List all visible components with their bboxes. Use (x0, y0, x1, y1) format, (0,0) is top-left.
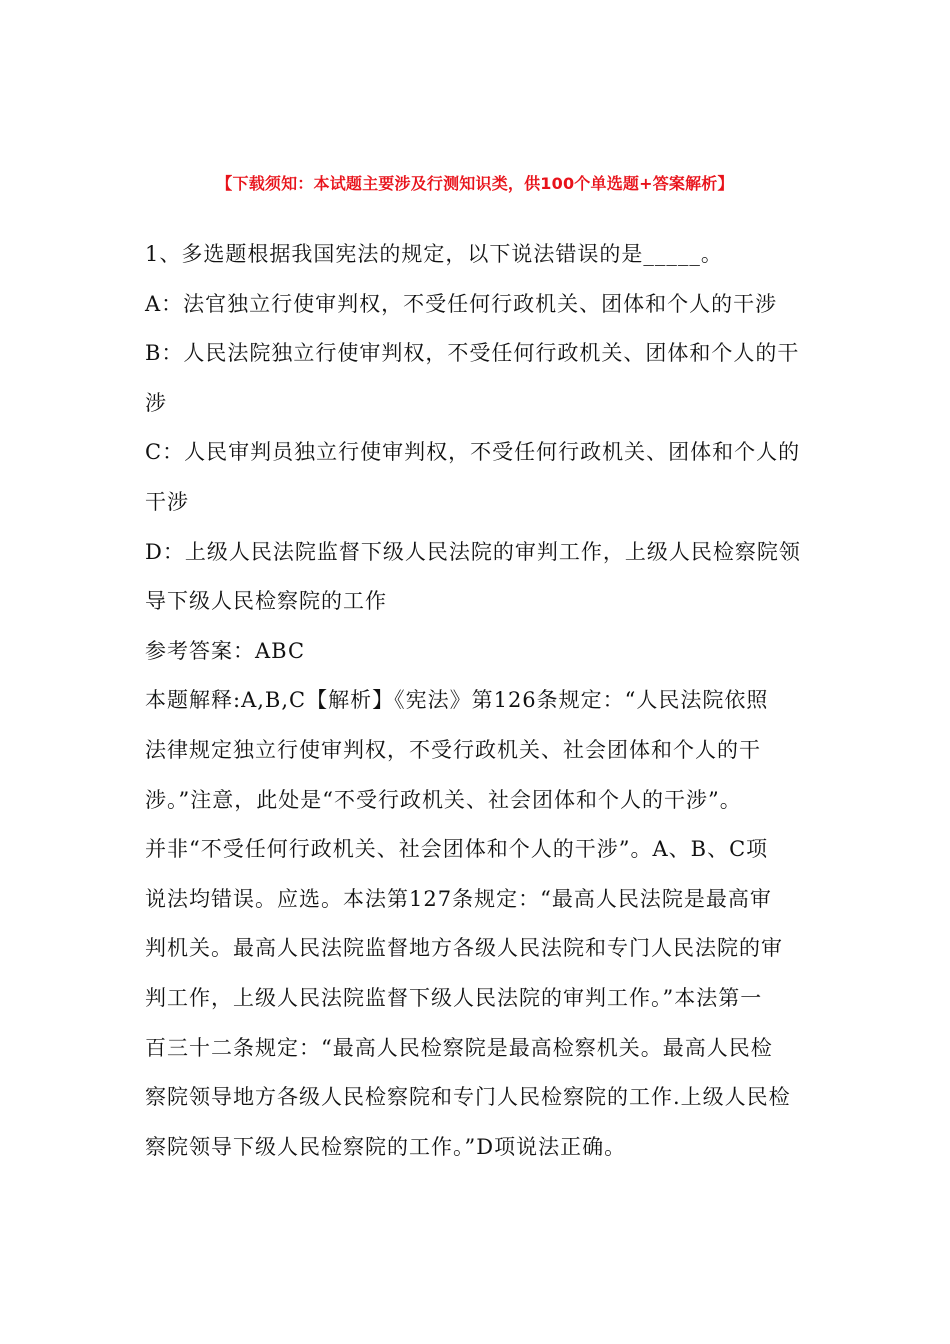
explanation-line: 判工作，上级人民法院监督下级人民法院的审判工作。”本法第一 (145, 985, 763, 1010)
question-block (145, 230, 807, 1172)
option-b-line: B：人民法院独立行使审判权，不受任何行政机关、团体和个人的干 (145, 341, 800, 366)
question-stem: 1、多选题根据我国宪法的规定，以下说法错误的是_____。 (145, 242, 723, 266)
explanation-line: 本题解释:A,B,C【解析】《宪法》第126条规定：“人民法院依照 (145, 688, 769, 713)
option-c (145, 428, 807, 527)
explanation-line: 察院领导下级人民检察院的工作。”D项说法正确。 (145, 1134, 627, 1159)
option-a (145, 280, 807, 330)
explanation-line: 涉。”注意，此处是“不受行政机关、社会团体和个人的干涉”。 (145, 787, 742, 812)
explanation-line: 察院领导地方各级人民检察院和专门人民检察院的工作.上级人民检 (145, 1085, 791, 1110)
option-a-line: A：法官独立行使审判权，不受任何行政机关、团体和个人的干涉 (145, 291, 778, 316)
explanation-line: 百三十二条规定：“最高人民检察院是最高检察机关。最高人民检 (145, 1035, 773, 1060)
explanation-line: 法律规定独立行使审判权，不受行政机关、社会团体和个人的干 (145, 737, 761, 762)
explanation-line: 判机关。最高人民法院监督地方各级人民法院和专门人民法院的审 (145, 936, 783, 961)
explanation (145, 676, 807, 1172)
option-d (145, 528, 807, 627)
option-b-line: 涉 (145, 390, 167, 415)
explanation-line: 说法均错误。应选。本法第127条规定：“最高人民法院是最高审 (145, 886, 772, 911)
download-notice: 【下载须知：本试题主要涉及行测知识类，供100个单选题+答案解析】 (216, 174, 734, 193)
option-d-line: D：上级人民法院监督下级人民法院的审判工作，上级人民检察院领 (145, 539, 801, 564)
option-c-line: 干涉 (145, 489, 189, 514)
option-b (145, 329, 807, 428)
explanation-line: 并非“不受任何行政机关、社会团体和个人的干涉”。A、B、C项 (145, 837, 769, 862)
option-d-line: 导下级人民检察院的工作 (145, 589, 387, 614)
option-c-line: C：人民审判员独立行使审判权，不受任何行政机关、团体和个人的 (145, 440, 801, 465)
reference-answer: 参考答案：ABC (145, 638, 306, 663)
